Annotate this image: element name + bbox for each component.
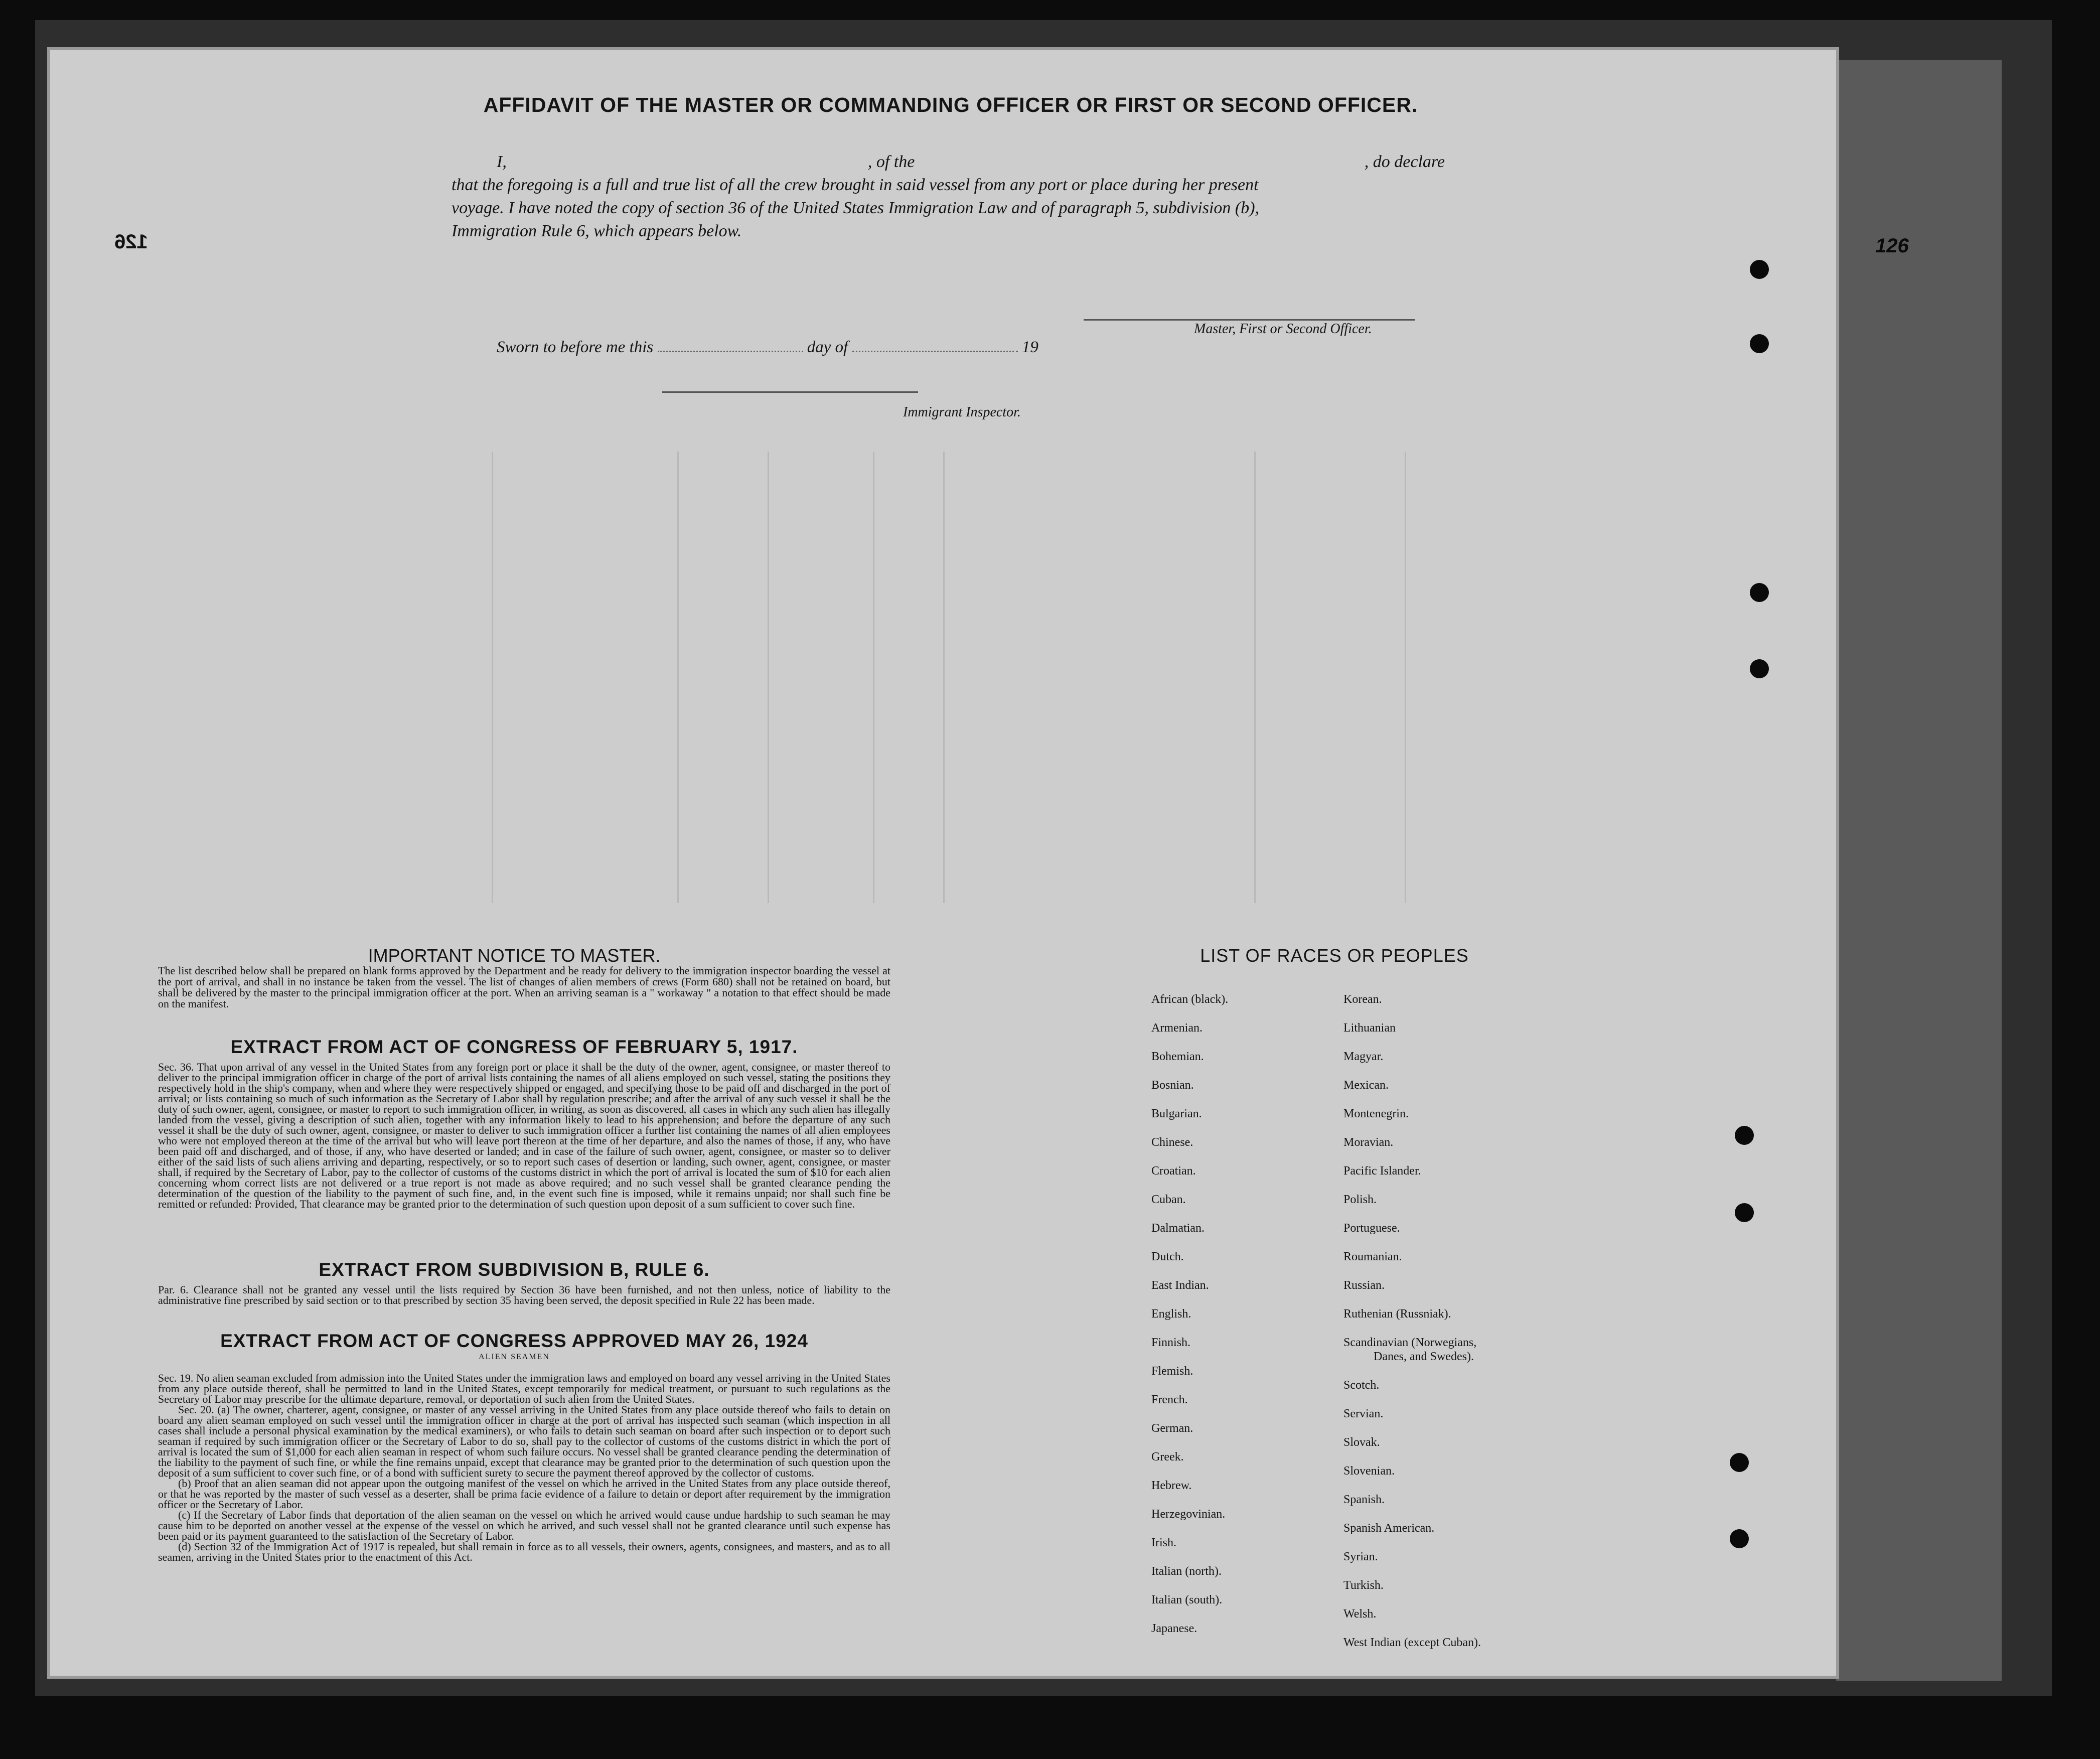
- race-entry: Welsh.: [1343, 1607, 1377, 1621]
- race-entry: West Indian (except Cuban).: [1343, 1636, 1481, 1649]
- race-entry: English.: [1151, 1307, 1191, 1321]
- binder-hole: [1750, 659, 1769, 678]
- extract-1924-heading: EXTRACT FROM ACT OF CONGRESS APPROVED MAY 26, 1924: [220, 1331, 808, 1351]
- race-entry: Croatian.: [1151, 1164, 1196, 1178]
- races-right-column: [1343, 992, 1534, 1664]
- race-entry: Korean.: [1343, 993, 1382, 1006]
- notice-body: The list described below shall be prepared on blank forms approved by the Department and be ready for delivery to the immigration inspector boarding the vessel at the port of arrival, and shall in no instance be taken from the vessel. The list of changes of alien members of crews (Form 680) shall not be retained on board, but shall be delivered by the master to the principal immigration officer at the port. When an arriving seaman is a " workaway " a notation to that effect should be made on the manifest.: [158, 964, 890, 1010]
- race-entry: Bulgarian.: [1151, 1107, 1202, 1120]
- extract-1924-subheading: ALIEN SEAMEN: [479, 1353, 550, 1361]
- binder-hole: [1735, 1203, 1754, 1222]
- race-entry: African (black).: [1151, 993, 1229, 1006]
- extract-1924-paragraph: Sec. 19. No alien seaman excluded from admission into the United States under the immigration laws and employed on board any vessel arriving in the United States from any place outside thereof, shall be permitted to land in the United States, except temporarily for medical treatment, or pursuant to such regulations as the Secretary of Labor may prescribe for the ultimate departure, removal, or deportation of such alien from the United States.: [158, 1372, 890, 1405]
- races-title: LIST OF RACES OR PEOPLES: [1200, 945, 1469, 966]
- race-entry: Montenegrin.: [1343, 1107, 1409, 1120]
- race-entry: Pacific Islander.: [1343, 1164, 1421, 1178]
- declaration-of-the: , of the: [867, 153, 915, 171]
- declaration-i: I,: [497, 153, 507, 171]
- sworn-year: 19: [1021, 338, 1038, 356]
- bleed-through-shadow: [100, 421, 1756, 933]
- race-entry: Cuban.: [1151, 1193, 1186, 1206]
- race-entry: Mexican.: [1343, 1079, 1389, 1092]
- race-entry: Hebrew.: [1151, 1479, 1192, 1492]
- race-entry: French.: [1151, 1393, 1188, 1406]
- race-entry: Servian.: [1343, 1407, 1384, 1420]
- race-entry: East Indian.: [1151, 1279, 1209, 1292]
- master-signature-label: Master, First or Second Officer.: [1194, 321, 1372, 337]
- binder-hole: [1750, 260, 1769, 279]
- inspector-signature-label: Immigrant Inspector.: [903, 404, 1021, 420]
- race-entry: German.: [1151, 1422, 1193, 1435]
- extract-1924-paragraph: (b) Proof that an alien seaman did not appear upon the outgoing manifest of the vessel on which he arrived in the United States from any place outside thereof, or that he was reported by the master of such vessel as a deserter, shall be prima facie evidence of a failure to detain or deport after requirement by the immigration officer or the Secretary of Labor.: [158, 1477, 890, 1511]
- race-entry-continuation: Danes, and Swedes).: [1374, 1350, 1474, 1363]
- race-entry: Russian.: [1343, 1279, 1385, 1292]
- race-entry: Spanish American.: [1343, 1522, 1435, 1535]
- binder-hole: [1750, 583, 1769, 602]
- race-entry: Finnish.: [1151, 1336, 1191, 1349]
- notice-heading: IMPORTANT NOTICE TO MASTER.: [368, 945, 661, 966]
- races-left-column: [1151, 992, 1342, 1650]
- race-entry: Armenian.: [1151, 1021, 1203, 1035]
- race-entry: Slovenian.: [1343, 1464, 1395, 1478]
- race-entry: Irish.: [1151, 1536, 1176, 1549]
- declaration-line-3: voyage. I have noted the copy of section 36 of the United States Immigration Law and of paragraph 5, subdivision (b),: [452, 199, 1260, 217]
- race-entry: Herzegovinian.: [1151, 1508, 1226, 1521]
- race-entry: Bosnian.: [1151, 1079, 1194, 1092]
- race-entry: Spanish.: [1343, 1493, 1385, 1506]
- race-entry: Roumanian.: [1343, 1250, 1402, 1263]
- race-entry: Dalmatian.: [1151, 1222, 1205, 1235]
- extract-1924-body: [158, 1373, 890, 1562]
- binder-hole: [1730, 1453, 1749, 1472]
- declaration-line-4: Immigration Rule 6, which appears below.: [452, 222, 742, 240]
- race-entry: Dutch.: [1151, 1250, 1184, 1263]
- race-entry: Moravian.: [1343, 1136, 1394, 1149]
- extract-rule6-heading: EXTRACT FROM SUBDIVISION B, RULE 6.: [319, 1259, 710, 1280]
- sworn-statement: [497, 338, 1099, 357]
- binder-hole: [1735, 1126, 1754, 1145]
- race-entry: Greek.: [1151, 1450, 1184, 1463]
- race-entry: Chinese.: [1151, 1136, 1193, 1149]
- page-number-mirrored: 126: [114, 231, 148, 253]
- extract-rule6-body: Par. 6. Clearance shall not be granted any vessel until the lists required by Section 36 have been furnished, and not then unless, notice of liability to the administrative fine prescribed by said section or to that prescribed by section 35 having been served, the deposit specified in Rule 22 has been made.: [158, 1283, 890, 1306]
- race-entry: Scandinavian (Norwegians,: [1343, 1336, 1477, 1349]
- race-entry: Slovak.: [1343, 1436, 1380, 1449]
- declaration-do-declare: , do declare: [1364, 153, 1445, 171]
- race-entry: Italian (south).: [1151, 1593, 1223, 1606]
- race-entry: Ruthenian (Russniak).: [1343, 1307, 1451, 1321]
- race-entry: Japanese.: [1151, 1622, 1197, 1635]
- underlying-page-edge: [1836, 60, 2002, 1681]
- declaration-text: [452, 151, 1445, 243]
- race-entry: Flemish.: [1151, 1365, 1193, 1378]
- page-number: 126: [1875, 235, 1909, 257]
- extract-1917-body: Sec. 36. That upon arrival of any vessel in the United States from any foreign port or place it shall be the duty of the owner, agent, consignee, or master thereof to deliver to the principal immigration officer in charge of the port of arrival lists containing the names of all aliens employed on such vessel, stating the positions they respectively hold in the ship's company, when and where they were respectively shipped or engaged, and specifying those to be paid off and discharged in the port of arrival; or lists containing so much of such information as the Secretary of Labor shall by regulation prescribe; and after the arrival of any such vessel it shall be the duty of such owner, agent, consignee, or master to report to such immigration officer, in writing, as soon as discovered, all cases in which any such alien has illegally landed from the vessel, giving a description of such alien, together with any information likely to lead to his apprehension; and before the departure of any such vessel it shall be the duty of such owner, agent, consignee, or master to deliver to such immigration officer a further list containing the names of all alien employees who were not employed thereon at the time of the arrival but who will leave port thereon at the time of her departure, and also the names of those, if any, who have been paid off and discharged, and of those, if any, who have deserted or landed; and in case of the failure of such owner, agent, consignee, or master so to deliver either of the said lists of such aliens arriving and departing, respectively, or so to report such cases of desertion or landing, such owner, agent, consignee, or master shall, if required by the Secretary of Labor, pay to the collector of customs of the customs district in which the port of arrival is located the sum of $10 for each alien concerning whom correct lists are not delivered or a true report is not made as above required; and no such vessel shall be granted clearance pending the determination of the question of the liability to the payment of such fine, and, in the event such fine is imposed, while it remains unpaid; nor shall such fine be remitted or refunded: Provided, That clearance may be granted prior to the determination of such question upon deposit of a sum sufficient to cover such fine.: [158, 1061, 890, 1210]
- race-entry: Bohemian.: [1151, 1050, 1204, 1063]
- sworn-day-of: day of: [807, 338, 848, 356]
- race-entry: Scotch.: [1343, 1379, 1380, 1392]
- master-signature-line: [1084, 319, 1415, 321]
- binder-hole: [1730, 1529, 1749, 1548]
- extract-1924-paragraph: (d) Section 32 of the Immigration Act of 1917 is repealed, but shall remain in force as to all vessels, their owners, agents, consignees, and masters, and as to all seamen, arriving in the United States prior to the enactment of this Act.: [158, 1540, 890, 1563]
- declaration-line-1: [452, 151, 1445, 174]
- extract-1917-heading: EXTRACT FROM ACT OF CONGRESS OF FEBRUARY 5, 1917.: [230, 1037, 798, 1057]
- sworn-prefix: Sworn to before me this: [497, 338, 654, 356]
- race-entry: Turkish.: [1343, 1579, 1384, 1592]
- extract-1924-paragraph: Sec. 20. (a) The owner, charterer, agent, consignee, or master of any vessel arriving in the United States from any place outside thereof who fails to detain on board any alien seaman employed on such vessel until the immigration officer in charge at the port of arrival has inspected such seaman (which inspection in all cases shall include a personal physical examination by the medical examiners), or who fails to detain such seaman on board after such inspection or to deport such seaman if required by such immigration officer or the Secretary of Labor to do so, shall pay to the collector of customs of the customs district in which the port of arrival is located the sum of $1,000 for each alien seaman in respect of whom such failure occurs. No vessel shall be granted clearance pending the determination of the liability to the payment of such fine, or while the fine remains unpaid, except that clearance may be granted prior to the determination of such question upon the deposit of a sum sufficient to cover such fine, or of a bond with sufficient surety to secure the payment thereof approved by the collector of customs.: [158, 1403, 890, 1479]
- inspector-signature-line: [662, 391, 918, 393]
- race-entry: Lithuanian: [1343, 1021, 1396, 1035]
- affidavit-title: AFFIDAVIT OF THE MASTER OR COMMANDING OFFICER OR FIRST OR SECOND OFFICER.: [483, 93, 1418, 116]
- race-entry: Syrian.: [1343, 1550, 1378, 1563]
- declaration-line-2: that the foregoing is a full and true list of all the crew brought in said vessel from any port or place during her present: [452, 176, 1259, 194]
- extract-1924-paragraph: (c) If the Secretary of Labor finds that deportation of the alien seaman on the vessel on which he arrived would cause undue hardship to such seaman he may cause him to be deported on another vessel at the expense of the vessel on which he arrived, and such vessel shall not be granted clearance until such expense has been paid or its payment guaranteed to the satisfaction of the Secretary of Labor.: [158, 1509, 890, 1542]
- race-entry: Polish.: [1343, 1193, 1377, 1206]
- race-entry: Magyar.: [1343, 1050, 1384, 1063]
- race-entry: Italian (north).: [1151, 1565, 1222, 1578]
- binder-hole: [1750, 334, 1769, 353]
- race-entry: Portuguese.: [1343, 1222, 1400, 1235]
